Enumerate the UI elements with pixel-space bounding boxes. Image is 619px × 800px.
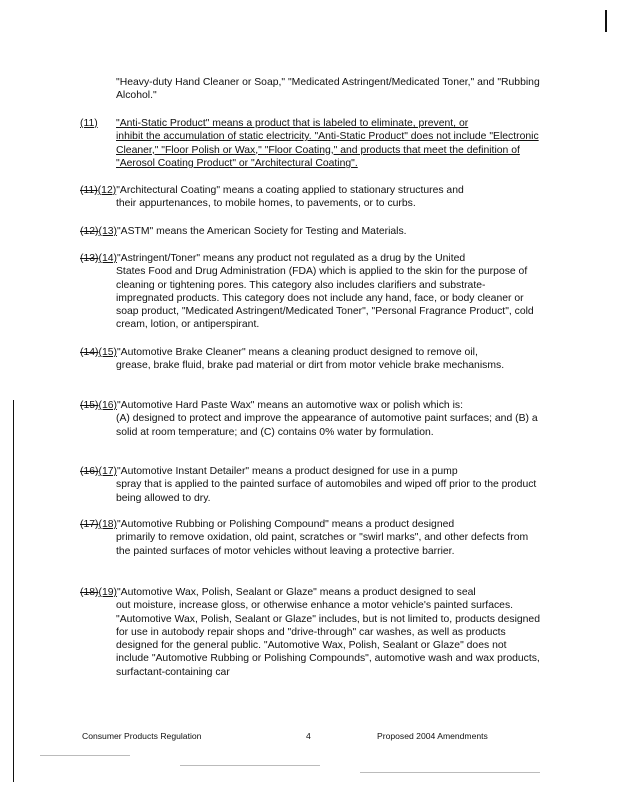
paragraph-number-new: (12) bbox=[97, 185, 117, 196]
paragraph-text-rest: their appurtenances, to mobile homes, to pavements, or to curbs. bbox=[116, 198, 416, 210]
paragraph-text-first: "Automotive Wax, Polish, Sealant or Glaze" means a product designed to seal bbox=[116, 587, 476, 598]
paragraph-number-new: (17) bbox=[98, 466, 117, 477]
paragraph-text-first: "Architectural Coating" means a coating applied to stationary structures and bbox=[116, 185, 464, 196]
paragraph-number-old: (16) bbox=[80, 466, 99, 477]
paragraph-number-new: (16) bbox=[98, 400, 117, 411]
paragraph-number-old: (15) bbox=[80, 400, 99, 411]
intro-continuation bbox=[80, 76, 540, 103]
definition-paragraph bbox=[80, 399, 540, 439]
paragraph-number-new: (19) bbox=[98, 587, 117, 598]
footer-right: Proposed 2004 Amendments bbox=[377, 731, 488, 741]
definition-paragraph bbox=[80, 346, 540, 373]
paragraph-number-old: (14) bbox=[80, 347, 99, 358]
paragraph-number-old: (13) bbox=[80, 253, 99, 264]
paragraph-text-rest: inhibit the accumulation of static electricity. "Anti-Static Product" does not include "Electronic Cleaner," "Floor Polish or Wax," "Floor Coating," and products that meet the definition of "Aerosol Coating Product" or "Architectural Coating". bbox=[116, 131, 539, 169]
revision-bar-left bbox=[13, 400, 14, 782]
paragraph-text-rest: primarily to remove oxidation, old paint, scratches or "swirl marks", and other defects from the painted surfaces of motor vehicles without leaving a protective barrier. bbox=[116, 532, 529, 557]
paragraph-number-new: (14) bbox=[98, 253, 117, 264]
footer-left: Consumer Products Regulation bbox=[82, 731, 202, 741]
paragraph-number-new: (13) bbox=[98, 226, 117, 237]
paragraph-text-rest: grease, brake fluid, brake pad material or dirt from motor vehicle brake mechanisms. bbox=[116, 360, 505, 372]
paragraph-number-old: (11) bbox=[80, 185, 98, 196]
paragraph-text-first: "Astringent/Toner" means any product not regulated as a drug by the United bbox=[116, 253, 466, 264]
scan-noise bbox=[360, 772, 540, 773]
paragraph-number-new: (11) bbox=[80, 118, 98, 129]
definition-paragraph bbox=[80, 225, 540, 238]
paragraph-text-rest: spray that is applied to the painted surface of automobiles and wiped off prior to the product being allowed to dry. bbox=[116, 479, 537, 504]
paragraph-text-first: "Automotive Brake Cleaner" means a cleaning product designed to remove oil, bbox=[116, 347, 478, 358]
paragraph-text-first: "ASTM" means the American Society for Testing and Materials. bbox=[116, 226, 407, 237]
paragraph-text-first: "Automotive Instant Detailer" means a product designed for use in a pump bbox=[116, 466, 458, 477]
scan-noise bbox=[180, 765, 320, 766]
paragraph-text-first: "Automotive Rubbing or Polishing Compound" means a product designed bbox=[116, 519, 455, 530]
paragraph-text-first: "Anti-Static Product" means a product that is labeled to eliminate, prevent, or bbox=[116, 118, 469, 129]
paragraph-number-old: (12) bbox=[80, 226, 99, 237]
paragraph-text-rest: out moisture, increase gloss, or otherwise enhance a motor vehicle's painted surfaces. "Automotive Wax, Polish, Sealant or Glaze" includes, but is not limited to, products designed for use in autobody repair shops and "drive-through" car washes, as well as products designed for the general public. "Automotive Wax, Polish, Sealant or Glaze" does not include "Automotive Rubbing or Polishing Compounds", automotive wash and wax products, surfactant-containing car bbox=[116, 600, 540, 678]
definition-paragraph bbox=[80, 184, 540, 211]
definition-paragraph bbox=[80, 252, 540, 332]
paragraph-number-new: (18) bbox=[98, 519, 117, 530]
paragraph-number-new: (15) bbox=[98, 347, 117, 358]
definition-paragraph bbox=[80, 518, 540, 558]
intro-text: "Heavy-duty Hand Cleaner or Soap," "Medicated Astringent/Medicated Toner," and "Rubbing Alcohol." bbox=[116, 77, 540, 102]
page-number: 4 bbox=[306, 731, 311, 741]
revision-bar-top bbox=[605, 10, 607, 32]
definition-paragraph bbox=[80, 117, 540, 170]
definition-paragraph bbox=[80, 465, 540, 505]
definition-paragraph bbox=[80, 586, 540, 679]
paragraph-text-first: "Automotive Hard Paste Wax" means an automotive wax or polish which is: bbox=[116, 400, 463, 411]
paragraph-number-old: (17) bbox=[80, 519, 99, 530]
scan-noise bbox=[40, 755, 130, 756]
paragraph-number-old: (18) bbox=[80, 587, 99, 598]
paragraph-text-rest: (A) designed to protect and improve the appearance of automotive paint surfaces; and (B) a solid at room temperature; and (C) contains 0% water by formulation. bbox=[116, 413, 538, 438]
paragraph-text-rest: States Food and Drug Administration (FDA) which is applied to the skin for the purpose of cleaning or tightening pores. This category also includes clarifiers and substrate-impregnated products. This category does not include any hand, face, or body cleaner or soap product, "Medicated Astringent/Medicated Toner", "Personal Fragrance Product", cold cream, lotion, or antiperspirant. bbox=[116, 266, 534, 331]
